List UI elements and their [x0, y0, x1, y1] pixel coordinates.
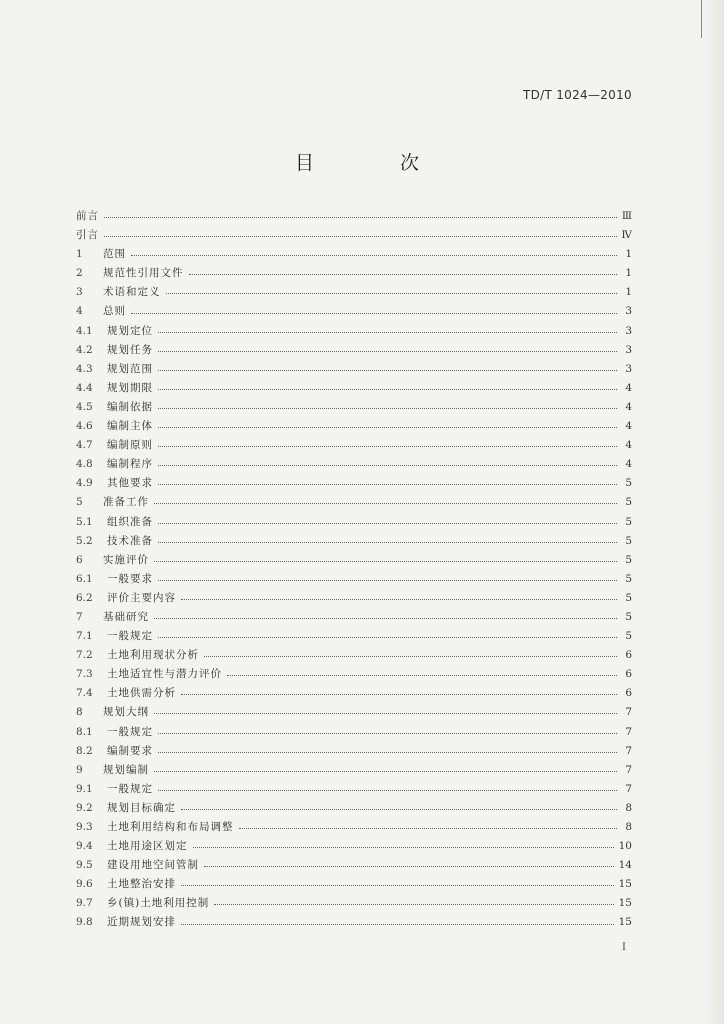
page-title: 目 次	[294, 152, 460, 174]
dot-leader	[158, 748, 617, 753]
dot-leader	[158, 347, 617, 352]
toc-entry-title: 组织准备	[107, 515, 153, 528]
toc-entry[interactable]	[76, 703, 632, 722]
dot-leader	[193, 843, 614, 848]
toc-entry[interactable]	[76, 341, 632, 360]
toc-entry-title: 土地供需分析	[107, 687, 176, 700]
toc-entry[interactable]	[76, 513, 632, 532]
toc-entry[interactable]	[76, 646, 632, 665]
toc-entry[interactable]	[76, 742, 632, 761]
toc-entry-number: 9.5	[76, 859, 93, 872]
toc-entry-title: 乡(镇)土地利用控制	[107, 897, 210, 910]
toc-entry[interactable]	[76, 589, 632, 608]
toc-entry-title: 准备工作	[103, 496, 149, 509]
toc-entry-title: 规划定位	[107, 324, 153, 337]
toc-entry[interactable]	[76, 398, 632, 417]
toc-entry-title: 土地用途区划定	[107, 840, 188, 853]
toc-entry-title: 规划目标确定	[107, 801, 176, 814]
toc-entry-title: 规范性引用文件	[103, 267, 184, 280]
toc-entry-page: 4	[625, 420, 632, 433]
dot-leader	[166, 289, 618, 294]
toc-entry-number: 4.7	[76, 439, 93, 452]
toc-entry-page: 5	[625, 477, 632, 490]
dot-leader	[158, 519, 617, 524]
toc-entry[interactable]	[76, 245, 632, 264]
toc-entry-page: 3	[625, 343, 632, 356]
dot-leader	[158, 786, 617, 791]
dot-leader	[158, 729, 617, 734]
dot-leader	[158, 633, 617, 638]
toc-entry-title: 规划范围	[107, 362, 153, 375]
toc-entry[interactable]	[76, 207, 632, 226]
toc-entry[interactable]	[76, 608, 632, 627]
toc-entry-title: 技术准备	[107, 534, 153, 547]
toc-entry-title: 术语和定义	[103, 286, 161, 299]
toc-entry-number: 9.6	[76, 878, 93, 891]
toc-entry[interactable]	[76, 913, 632, 932]
standard-code: TD/T 1024—2010	[522, 88, 632, 102]
toc-entry[interactable]	[76, 551, 632, 570]
toc-entry-title: 近期规划安排	[107, 916, 176, 929]
dot-leader	[158, 423, 617, 428]
toc-entry-number: 4.5	[76, 400, 93, 413]
toc-entry-title: 规划任务	[107, 343, 153, 356]
toc-entry-title: 编制依据	[107, 400, 153, 413]
toc-entry-page: 5	[625, 630, 632, 643]
toc-entry[interactable]	[76, 322, 632, 341]
toc-entry-page: 5	[625, 515, 632, 528]
toc-entry-page: 6	[625, 649, 632, 662]
toc-entry-title: 编制要求	[107, 744, 153, 757]
dot-leader	[131, 309, 617, 314]
toc-entry-page: 6	[625, 687, 632, 700]
toc-entry-page: 5	[625, 610, 632, 623]
toc-entry-page: 7	[625, 725, 632, 738]
toc-entry[interactable]	[76, 493, 632, 512]
toc-entry-number: 4.1	[76, 324, 93, 337]
toc-entry-number: 9.1	[76, 782, 93, 795]
scan-edge-line	[701, 0, 702, 38]
toc-entry-page: 5	[625, 591, 632, 604]
dot-leader	[181, 690, 617, 695]
toc-entry-page: 10	[618, 840, 632, 853]
toc-entry[interactable]	[76, 818, 632, 837]
toc-entry-title: 一般规定	[107, 630, 153, 643]
toc-entry-title: 基础研究	[103, 610, 149, 623]
toc-entry-page: 4	[625, 400, 632, 413]
toc-entry-number: 5.1	[76, 515, 93, 528]
dot-leader	[154, 557, 617, 562]
toc-entry-number: 9.3	[76, 821, 93, 833]
toc-entry-number: 8	[76, 706, 83, 719]
toc-entry-title: 规划大纲	[103, 706, 149, 719]
toc-entry-title: 一般规定	[107, 725, 153, 738]
toc-entry-number: 9	[76, 763, 83, 776]
toc-entry-title: 范围	[103, 248, 126, 261]
toc-entry-title: 规划期限	[107, 381, 153, 394]
toc-entry-number: 6.2	[76, 591, 93, 604]
toc-entry-number: 7.2	[76, 649, 93, 662]
page-number: I	[622, 942, 626, 953]
dot-leader	[214, 900, 613, 905]
toc-entry-number: 4.6	[76, 420, 93, 433]
toc-entry-number: 4.4	[76, 381, 93, 394]
dot-leader	[158, 480, 617, 485]
toc-entry-number: 9.2	[76, 801, 93, 814]
toc-entry-page: 14	[618, 859, 632, 872]
dot-leader	[158, 366, 617, 371]
toc-entry-number: 6.1	[76, 572, 93, 585]
toc-entry[interactable]	[76, 417, 632, 436]
toc-entry-page: 15	[618, 916, 632, 929]
dot-leader	[158, 538, 617, 543]
toc-entry-page: Ⅲ	[621, 210, 632, 222]
dot-leader	[154, 767, 617, 772]
toc-entry-title: 建设用地空间管制	[107, 859, 199, 872]
toc-entry[interactable]	[76, 894, 632, 913]
toc-entry-number: 1	[76, 248, 83, 261]
toc-entry-title: 土地利用结构和布局调整	[107, 821, 234, 833]
dot-leader	[204, 652, 617, 657]
dot-leader	[227, 671, 617, 676]
toc-entry-number: 8.1	[76, 725, 93, 738]
toc-entry-number: 2	[76, 267, 83, 280]
toc-entry-page: 7	[625, 763, 632, 776]
toc-entry-number: 5.2	[76, 534, 93, 547]
toc-entry-number: 6	[76, 553, 83, 566]
toc-entry-number: 4.3	[76, 362, 93, 375]
dot-leader	[158, 461, 617, 466]
toc-entry[interactable]	[76, 283, 632, 302]
dot-leader	[158, 385, 617, 390]
toc-entry[interactable]	[76, 627, 632, 646]
toc-entry-title: 一般规定	[107, 782, 153, 795]
toc-entry-page: 7	[625, 706, 632, 719]
toc-entry-page: 5	[625, 496, 632, 509]
dot-leader	[158, 404, 617, 409]
dot-leader	[154, 709, 617, 714]
toc-entry[interactable]	[76, 474, 632, 493]
dot-leader	[158, 442, 617, 447]
toc-entry-number: 9.8	[76, 916, 93, 929]
dot-leader	[181, 920, 614, 925]
toc-entry-page: 4	[625, 381, 632, 394]
toc-entry-page: 5	[625, 572, 632, 585]
toc-entry-page: 15	[618, 897, 632, 910]
toc-entry-number: 9.4	[76, 840, 93, 853]
toc-entry-number: 7	[76, 610, 83, 623]
toc-entry[interactable]	[76, 780, 632, 799]
toc-entry[interactable]	[76, 837, 632, 856]
toc-entry-page: 1	[625, 267, 632, 280]
toc-entry-page: Ⅳ	[621, 229, 632, 242]
toc-entry[interactable]	[76, 799, 632, 818]
toc-entry-number: 9.7	[76, 897, 93, 910]
toc-entry-page: 3	[625, 362, 632, 375]
toc-entry-page: 4	[625, 439, 632, 452]
dot-leader	[104, 232, 617, 237]
toc-entry[interactable]	[76, 436, 632, 455]
toc-entry-title: 规划编制	[103, 763, 149, 776]
toc-entry-number: 5	[76, 496, 83, 509]
dot-leader	[154, 499, 617, 504]
toc-entry-page: 1	[625, 286, 632, 299]
toc-entry[interactable]	[76, 684, 632, 703]
toc-entry-title: 编制程序	[107, 458, 153, 471]
toc-entry-title: 引言	[76, 229, 99, 242]
toc-entry[interactable]	[76, 360, 632, 379]
toc-entry[interactable]	[76, 723, 632, 742]
dot-leader	[181, 881, 614, 886]
dot-leader	[239, 824, 618, 829]
dot-leader	[158, 576, 617, 581]
toc-entry-page: 3	[625, 305, 632, 318]
toc-entry-page: 15	[618, 878, 632, 891]
toc-entry-number: 4.8	[76, 458, 93, 471]
toc-entry-title: 实施评价	[103, 553, 149, 566]
dot-leader	[181, 595, 617, 600]
dot-leader	[158, 328, 617, 333]
toc-entry-title: 一般要求	[107, 572, 153, 585]
toc-entry-page: 5	[625, 553, 632, 566]
dot-leader	[131, 251, 617, 256]
dot-leader	[204, 862, 614, 867]
toc-entry-title: 土地适宜性与潜力评价	[107, 668, 222, 681]
toc-entry[interactable]	[76, 665, 632, 684]
toc-entry-number: 7.4	[76, 687, 93, 700]
toc-entry-title: 前言	[76, 210, 99, 222]
toc-entry-title: 土地利用现状分析	[107, 649, 199, 662]
toc-entry[interactable]	[76, 226, 632, 245]
toc-entry-number: 3	[76, 286, 83, 299]
toc-entry-number: 4	[76, 305, 83, 318]
toc-entry-page: 5	[625, 534, 632, 547]
toc-entry[interactable]	[76, 761, 632, 780]
toc-entry-title: 编制主体	[107, 420, 153, 433]
dot-leader	[154, 614, 617, 619]
toc-entry[interactable]	[76, 856, 632, 875]
toc-entry[interactable]	[76, 302, 632, 321]
toc-entry-page: 4	[625, 458, 632, 471]
toc-entry-page: 6	[625, 668, 632, 681]
toc-entry-number: 7.1	[76, 630, 93, 643]
toc-entry[interactable]	[76, 455, 632, 474]
toc-entry-title: 编制原则	[107, 439, 153, 452]
toc-entry-number: 4.2	[76, 343, 93, 356]
toc-entry-page: 8	[625, 821, 632, 833]
toc-entry[interactable]	[76, 379, 632, 398]
toc-entry[interactable]	[76, 570, 632, 589]
toc-entry-page: 3	[625, 324, 632, 337]
toc-entry-number: 8.2	[76, 744, 93, 757]
toc-entry-page: 7	[625, 782, 632, 795]
toc-entry-number: 4.9	[76, 477, 93, 490]
toc-entry-title: 土地整治安排	[107, 878, 176, 891]
toc-entry-title: 评价主要内容	[107, 591, 176, 604]
toc-entry[interactable]	[76, 264, 632, 283]
toc-entry-page: 8	[625, 801, 632, 814]
toc-entry-title: 总则	[103, 305, 126, 318]
dot-leader	[189, 270, 618, 275]
dot-leader	[181, 805, 617, 810]
toc-entry[interactable]	[76, 532, 632, 551]
toc-entry-number: 7.3	[76, 668, 93, 681]
table-of-contents	[76, 207, 632, 933]
toc-entry-page: 1	[625, 248, 632, 261]
toc-entry-page: 7	[625, 744, 632, 757]
dot-leader	[104, 213, 617, 218]
toc-entry-title: 其他要求	[107, 477, 153, 490]
toc-entry[interactable]	[76, 875, 632, 894]
